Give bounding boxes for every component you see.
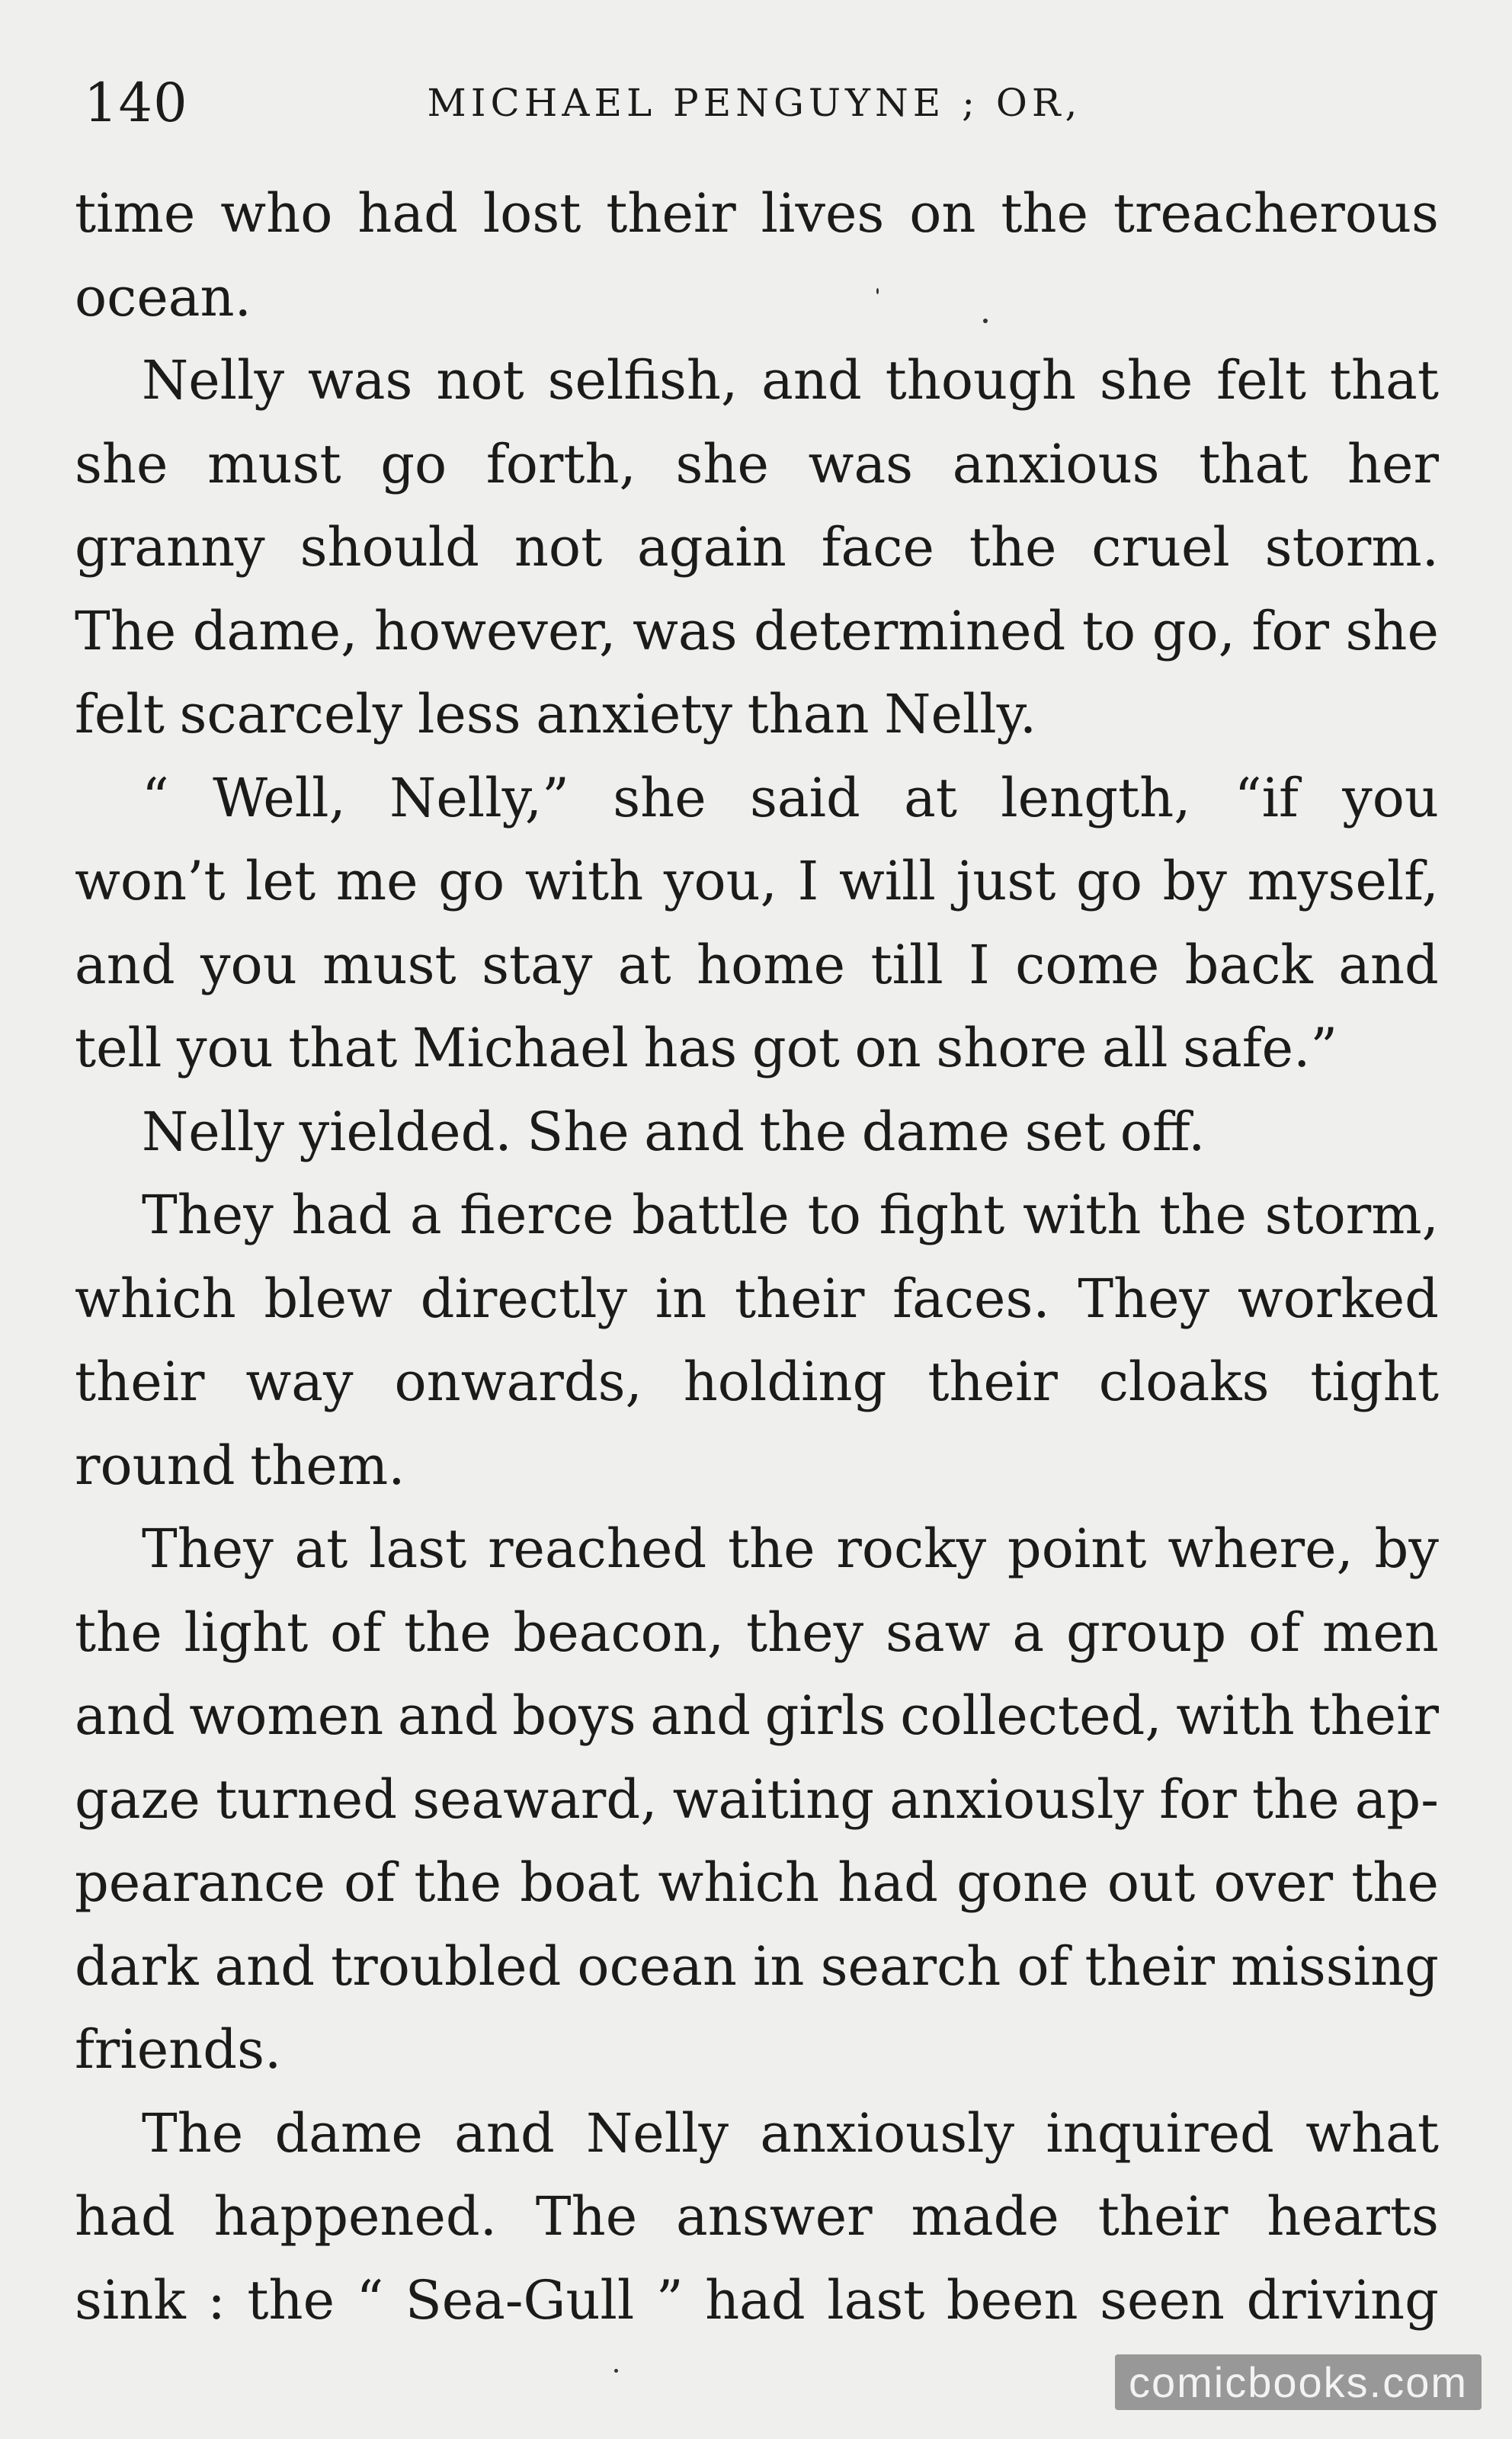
word: last	[827, 2268, 925, 2332]
text-line	[75, 1174, 1439, 1258]
word: less	[417, 683, 521, 745]
word: in	[753, 1934, 805, 1998]
word: driving	[1246, 2268, 1439, 2332]
word: and	[75, 1684, 175, 1747]
word: dame	[861, 1100, 1011, 1163]
word: off.	[1120, 1100, 1206, 1163]
word: out	[1107, 1851, 1196, 1914]
word: the	[1001, 182, 1088, 245]
word: They	[142, 1184, 274, 1246]
word: saw	[885, 1601, 991, 1664]
word: battle	[632, 1184, 790, 1246]
text-line	[75, 1925, 1439, 2009]
word: ocean	[577, 1934, 738, 1998]
word: of	[330, 1601, 383, 1664]
word: by	[1374, 1518, 1439, 1580]
word: not	[514, 516, 603, 579]
word: scarcely	[179, 683, 403, 745]
page-number: 140	[84, 72, 188, 134]
word: with	[1176, 1684, 1295, 1747]
word: with	[1023, 1184, 1142, 1246]
word: back	[1184, 933, 1313, 996]
text-line	[75, 1841, 1439, 1925]
word: tell	[75, 1017, 162, 1079]
word: you,	[663, 850, 777, 912]
word: ”	[655, 2268, 684, 2332]
word: tight	[1310, 1351, 1439, 1413]
word: :	[207, 2268, 226, 2332]
word: of	[1248, 1601, 1301, 1664]
word: the	[759, 1100, 847, 1163]
text-line	[75, 924, 1439, 1008]
word: which	[658, 1851, 820, 1914]
word: the	[1159, 1184, 1247, 1246]
word: had	[705, 2268, 806, 2332]
word: happened.	[213, 2185, 497, 2248]
word: Well,	[213, 766, 346, 829]
word: their	[1309, 1684, 1439, 1747]
text-line	[75, 339, 1439, 423]
word: with	[524, 850, 644, 912]
word: been	[946, 2268, 1078, 2332]
word: where,	[1168, 1518, 1353, 1580]
word: she	[75, 432, 168, 495]
word: to	[807, 1184, 861, 1246]
word: seaward,	[412, 1768, 658, 1831]
word: anxious	[952, 432, 1160, 495]
word: cruel	[1091, 516, 1230, 579]
word: go	[1076, 850, 1142, 912]
word: the	[247, 2268, 335, 2332]
running-title: MICHAEL PENGUYNE ; OR,	[427, 81, 1082, 125]
word: though	[885, 349, 1076, 412]
word: turned	[216, 1768, 398, 1831]
text-line	[75, 1091, 1439, 1175]
word: go,	[1152, 599, 1235, 662]
word: anxiously	[889, 1768, 1145, 1831]
word: fierce	[460, 1184, 614, 1246]
word: all	[1101, 1017, 1168, 1079]
word: collected,	[900, 1684, 1162, 1747]
word: at	[294, 1518, 348, 1580]
word: had	[838, 1851, 938, 1914]
word: let	[245, 850, 316, 912]
word: Nelly.	[884, 683, 1037, 745]
word: their	[734, 1267, 865, 1330]
word: boat	[520, 1851, 640, 1914]
word: selfish,	[547, 349, 738, 412]
word: They	[142, 1518, 274, 1580]
word: had	[357, 182, 458, 245]
word: over	[1213, 1851, 1334, 1914]
word: the	[727, 1518, 815, 1580]
word: had	[75, 2185, 175, 2248]
text-line	[75, 1425, 1439, 1508]
word: at	[904, 766, 957, 829]
word: stay	[482, 933, 593, 996]
word: I	[969, 933, 990, 996]
word: and	[1338, 933, 1439, 996]
word: women	[189, 1684, 384, 1747]
word: Michael	[412, 1017, 629, 1079]
word: troubled	[331, 1934, 562, 1998]
word: and	[650, 1684, 751, 1747]
word: set	[1024, 1100, 1106, 1163]
word: She	[527, 1100, 629, 1163]
word: boys	[512, 1684, 636, 1747]
word: at	[617, 933, 671, 996]
text-line	[75, 2175, 1439, 2259]
word: light	[184, 1601, 309, 1664]
word: hearts	[1267, 2185, 1439, 2248]
word: a	[409, 1184, 442, 1246]
word: gaze	[75, 1768, 200, 1831]
word: point	[1007, 1518, 1147, 1580]
word: holding	[683, 1351, 887, 1413]
word: she	[1099, 349, 1193, 412]
word: fight	[879, 1184, 1005, 1246]
word: go	[380, 432, 447, 495]
word: she	[675, 432, 769, 495]
word: men	[1321, 1601, 1439, 1664]
text-line	[75, 172, 1439, 256]
word: The	[75, 599, 177, 662]
word: length,	[1001, 766, 1191, 829]
word: lives	[761, 182, 885, 245]
word: They	[1078, 1267, 1210, 1330]
watermark: comicbooks.com	[1115, 2354, 1482, 2410]
word: for	[1251, 599, 1329, 662]
word: of	[1017, 1934, 1069, 1998]
text-line	[75, 2259, 1439, 2343]
word: won’t	[75, 850, 226, 912]
word: shore	[936, 1017, 1088, 1079]
word: onwards,	[394, 1351, 642, 1413]
word: you	[1342, 766, 1439, 829]
word: anxiety	[536, 683, 732, 745]
word: than	[747, 683, 870, 745]
word: “if	[1234, 766, 1299, 829]
word: me	[335, 850, 418, 912]
word: Nelly	[586, 2101, 729, 2165]
word: rocky	[836, 1518, 987, 1580]
word: their	[927, 1351, 1058, 1413]
word: forth,	[485, 432, 636, 495]
word: got	[751, 1017, 840, 1079]
word: their	[1084, 1934, 1216, 1998]
page-header	[84, 69, 1425, 137]
word: that	[1199, 432, 1309, 495]
word: felt	[75, 683, 165, 745]
word: friends.	[75, 2018, 282, 2081]
word: go	[438, 850, 505, 912]
word: ocean.	[75, 265, 251, 329]
word: their	[75, 1351, 205, 1413]
word: dark	[75, 1934, 199, 1998]
word: cloaks	[1098, 1351, 1270, 1413]
word: Nelly	[142, 349, 284, 412]
word: and	[214, 1934, 316, 1998]
word: and	[454, 2101, 555, 2165]
word: to	[1081, 599, 1136, 662]
word: myself,	[1247, 850, 1439, 912]
word: missing	[1231, 1934, 1439, 1998]
word: Sea-Gull	[405, 2268, 635, 2332]
text-line	[75, 757, 1439, 841]
word: and	[761, 349, 862, 412]
word: waiting	[672, 1768, 875, 1831]
word: reached	[488, 1518, 707, 1580]
text-line	[75, 1591, 1439, 1675]
word: must	[322, 933, 456, 996]
word: way	[245, 1351, 354, 1413]
word: the	[414, 1851, 502, 1914]
word: on	[909, 182, 976, 245]
word: sink	[75, 2268, 186, 2332]
word: determined	[754, 599, 1066, 662]
word: storm,	[1264, 1184, 1439, 1246]
word: has	[643, 1017, 738, 1079]
word: and	[75, 933, 175, 996]
word: directly	[420, 1267, 628, 1330]
word: in	[655, 1267, 707, 1330]
word: had	[291, 1184, 392, 1246]
word: till	[870, 933, 943, 996]
text-line	[75, 2008, 1439, 2092]
word: come	[1015, 933, 1160, 996]
print-speck	[876, 288, 879, 294]
text-line	[75, 1508, 1439, 1591]
text-line	[75, 1007, 1439, 1091]
word: that	[288, 1017, 398, 1079]
text-line	[75, 423, 1439, 507]
word: I	[797, 850, 819, 912]
text-line	[75, 506, 1439, 590]
word: she	[1345, 599, 1439, 662]
word: treacherous	[1113, 182, 1439, 245]
word: the	[404, 1601, 492, 1664]
word: not	[436, 349, 524, 412]
word: will	[838, 850, 936, 912]
word: storm.	[1264, 516, 1439, 579]
word: their	[1097, 2185, 1228, 2248]
word: them.	[250, 1434, 405, 1497]
word: a	[1012, 1601, 1045, 1664]
word: Nelly	[142, 1100, 284, 1163]
word: made	[911, 2185, 1059, 2248]
word: that	[1329, 349, 1439, 412]
word: safe.”	[1183, 1017, 1338, 1079]
word: her	[1347, 432, 1439, 495]
text-line	[75, 673, 1439, 757]
word: of	[344, 1851, 396, 1914]
word: however,	[373, 599, 617, 662]
word: The	[535, 2185, 638, 2248]
word: Nelly,”	[389, 766, 569, 829]
print-speck	[983, 319, 988, 323]
word: the	[969, 516, 1057, 579]
word: she	[613, 766, 706, 829]
word: last	[369, 1518, 467, 1580]
word: search	[820, 1934, 1001, 1998]
word: and	[397, 1684, 498, 1747]
word: the	[1351, 1851, 1439, 1914]
text-line	[75, 590, 1439, 674]
text-line	[75, 1258, 1439, 1341]
word: their	[606, 182, 736, 245]
word: you	[200, 933, 297, 996]
word: faces.	[892, 1267, 1050, 1330]
word: inquired	[1046, 2101, 1274, 2165]
body-text	[75, 172, 1439, 2342]
word: was	[307, 349, 413, 412]
word: was	[632, 599, 738, 662]
word: group	[1065, 1601, 1227, 1664]
word: home	[697, 933, 846, 996]
word: just	[956, 850, 1056, 912]
word: dame	[274, 2101, 423, 2165]
word: ap-	[1354, 1768, 1439, 1831]
word: by	[1162, 850, 1227, 912]
word: the	[75, 1601, 162, 1664]
word: worked	[1237, 1267, 1439, 1330]
word: “	[142, 766, 169, 829]
word: felt	[1216, 349, 1307, 412]
word: girls	[764, 1684, 886, 1747]
word: The	[142, 2101, 244, 2165]
text-line	[75, 2092, 1439, 2176]
print-speck	[614, 2369, 618, 2373]
word: pearance	[75, 1851, 325, 1914]
word: gone	[956, 1851, 1089, 1914]
text-line	[75, 840, 1439, 924]
word: on	[854, 1017, 921, 1079]
word: said	[749, 766, 860, 829]
word: beacon,	[513, 1601, 725, 1664]
word: blew	[264, 1267, 392, 1330]
word: which	[75, 1267, 236, 1330]
word: for	[1159, 1768, 1237, 1831]
word: time	[75, 182, 196, 245]
word: seen	[1100, 2268, 1225, 2332]
word: must	[207, 432, 341, 495]
text-line	[75, 1675, 1439, 1758]
word: and	[644, 1100, 745, 1163]
word: dame,	[192, 599, 358, 662]
word: the	[1251, 1768, 1340, 1831]
word: “	[356, 2268, 384, 2332]
word: what	[1305, 2101, 1439, 2165]
word: who	[220, 182, 333, 245]
word: was	[808, 432, 914, 495]
word: should	[300, 516, 479, 579]
word: anxiously	[760, 2101, 1015, 2165]
word: lost	[482, 182, 581, 245]
text-line	[75, 1341, 1439, 1425]
word: yielded.	[299, 1100, 512, 1163]
word: round	[75, 1434, 235, 1497]
text-line	[75, 1758, 1439, 1842]
word: again	[637, 516, 786, 579]
word: they	[745, 1601, 864, 1664]
word: face	[821, 516, 934, 579]
word: granny	[75, 516, 265, 579]
text-line	[75, 256, 1439, 340]
word: answer	[676, 2185, 873, 2248]
word: you	[176, 1017, 274, 1079]
